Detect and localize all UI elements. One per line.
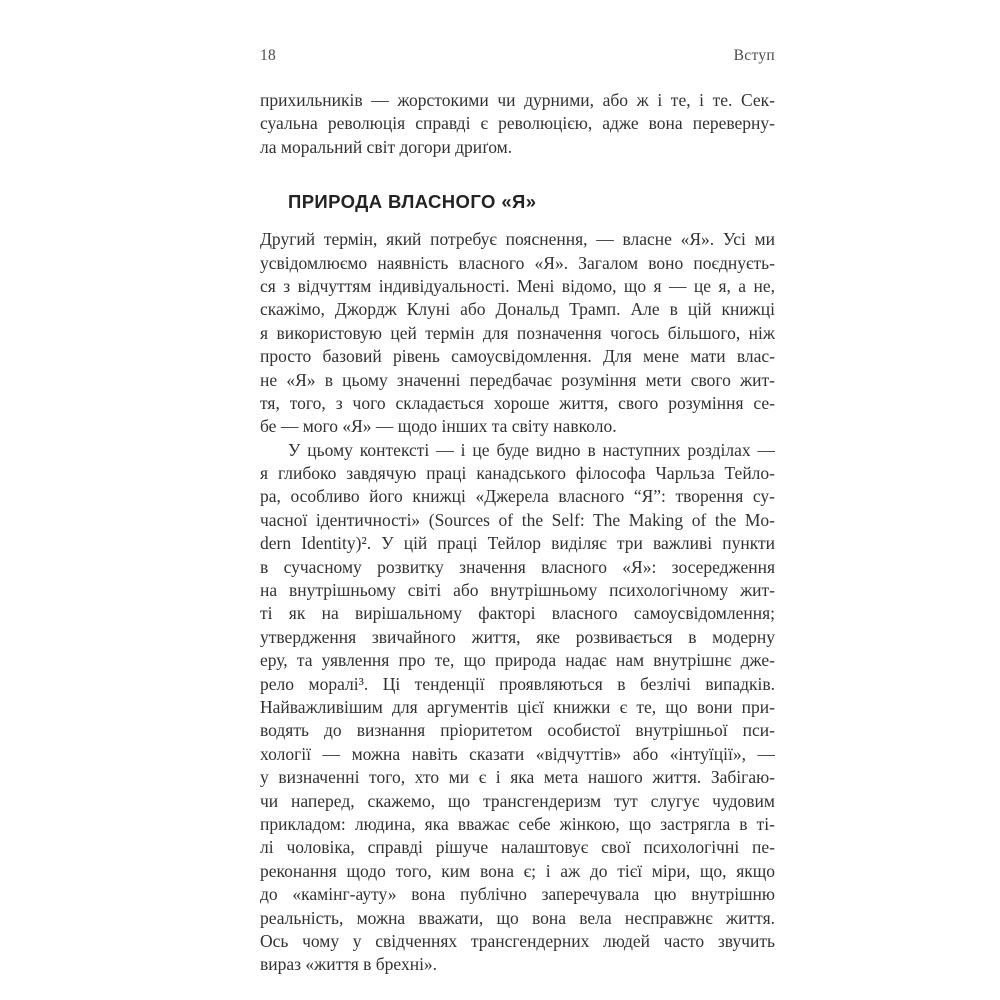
text-line: У цьому контексті — і це буде видно в наступних розділах — [288, 439, 775, 460]
text-line: Ось чому у свідченнях трансгендерних людей часто звучить [260, 930, 775, 951]
text-line: не «Я» в цьому значенні передбачає розуміння мети свого жит- [260, 369, 775, 390]
text-line: рело моралі³. Ці тенденції проявляються в безлічі випадків. [260, 673, 775, 694]
text-line: dern Identity)². У цій праці Тейлор виділяє три важливі пункти [260, 533, 775, 554]
text-line: Другий термін, який потребує пояснення, — власне «Я». Усі ми [260, 229, 775, 250]
text-line: тя, того, з чого складається хороше життя, свого розуміння се- [260, 392, 775, 413]
text-line: на внутрішньому світі або внутрішньому психологічному жит- [260, 580, 775, 601]
body-text [260, 89, 775, 977]
text-line: у визначенні того, хто ми є і яка мета нашого життя. Забігаю- [260, 767, 775, 788]
paragraph [260, 228, 775, 439]
text-line: вираз «життя в брехні». [260, 954, 438, 975]
section-heading: ПРИРОДА ВЛАСНОГО «Я» [288, 191, 537, 213]
paragraph [260, 439, 775, 977]
page-number: 18 [260, 47, 277, 64]
running-header [260, 46, 775, 66]
text-line: водять до визнання пріоритетом особистої внутрішньої пси- [260, 720, 775, 741]
text-line: до «камінг-ауту» вона публічно заперечувала цю внутрішню [260, 884, 775, 905]
text-line: в сучасному розвитку значення власного «Я»: зосередження [260, 556, 775, 577]
text-line: утвердження звичайного життя, яке розвивається в модерну [260, 626, 775, 647]
text-line: усвідомлюємо наявність власного «Я». Загалом воно поєднуєть- [260, 252, 775, 273]
text-line: реконання щодо того, ким вона є; і аж до тієї міри, що, якщо [260, 860, 775, 881]
text-line: ті як на вирішальному факторі власного самоусвідомлення; [260, 603, 775, 624]
text-line: ся з відчуттям індивідуальності. Мені відомо, що я — це я, а не, [260, 275, 775, 296]
text-line: часної ідентичності» (Sources of the Self: The Making of the Mo- [260, 509, 775, 530]
running-section-title: Вступ [733, 47, 775, 64]
paragraph [260, 89, 775, 159]
text-line: еру, та уявлення про те, що природа надає нам внутрішнє дже- [260, 650, 775, 671]
text-line: я глибоко завдячую праці канадського філософа Чарльза Тейло- [260, 463, 775, 484]
text-line: ра, особливо його книжці «Джерела власного “Я”: творення су- [260, 486, 775, 507]
text-column [260, 46, 775, 977]
text-line: лі чоловіка, справді рішуче налаштовує свої психологічні пе- [260, 837, 775, 858]
text-line: прикладом: людина, яка вважає себе жінкою, що застрягла в ті- [260, 813, 775, 834]
text-line: просто базовий рівень самоусвідомлення. Для мене мати влас- [260, 346, 775, 367]
text-line: реальність, можна вважати, що вона вела несправжнє життя. [260, 907, 775, 928]
text-line: скажімо, Джордж Клуні або Дональд Трамп. Але в цій книжці [260, 299, 775, 320]
text-line: хології — можна навіть сказати «відчуттів» або «інтуїції», — [260, 743, 775, 764]
text-line: чи наперед, скажемо, що трансгендеризм тут слугує чудовим [260, 790, 775, 811]
text-line: суальна революція справді є революцією, адже вона переверну- [260, 113, 775, 134]
text-line: бе — мого «Я» — щодо інших та світу навколо. [260, 416, 617, 437]
text-line: ла моральний світ догори дриґом. [260, 136, 513, 157]
text-line: прихильників — жорстокими чи дурними, або ж і те, і те. Сек- [260, 90, 775, 110]
text-line: Найважливішим для аргументів цієї книжки є те, що вони при- [260, 696, 775, 717]
text-line: я використовую цей термін для позначення чогось більшого, ніж [260, 322, 775, 343]
